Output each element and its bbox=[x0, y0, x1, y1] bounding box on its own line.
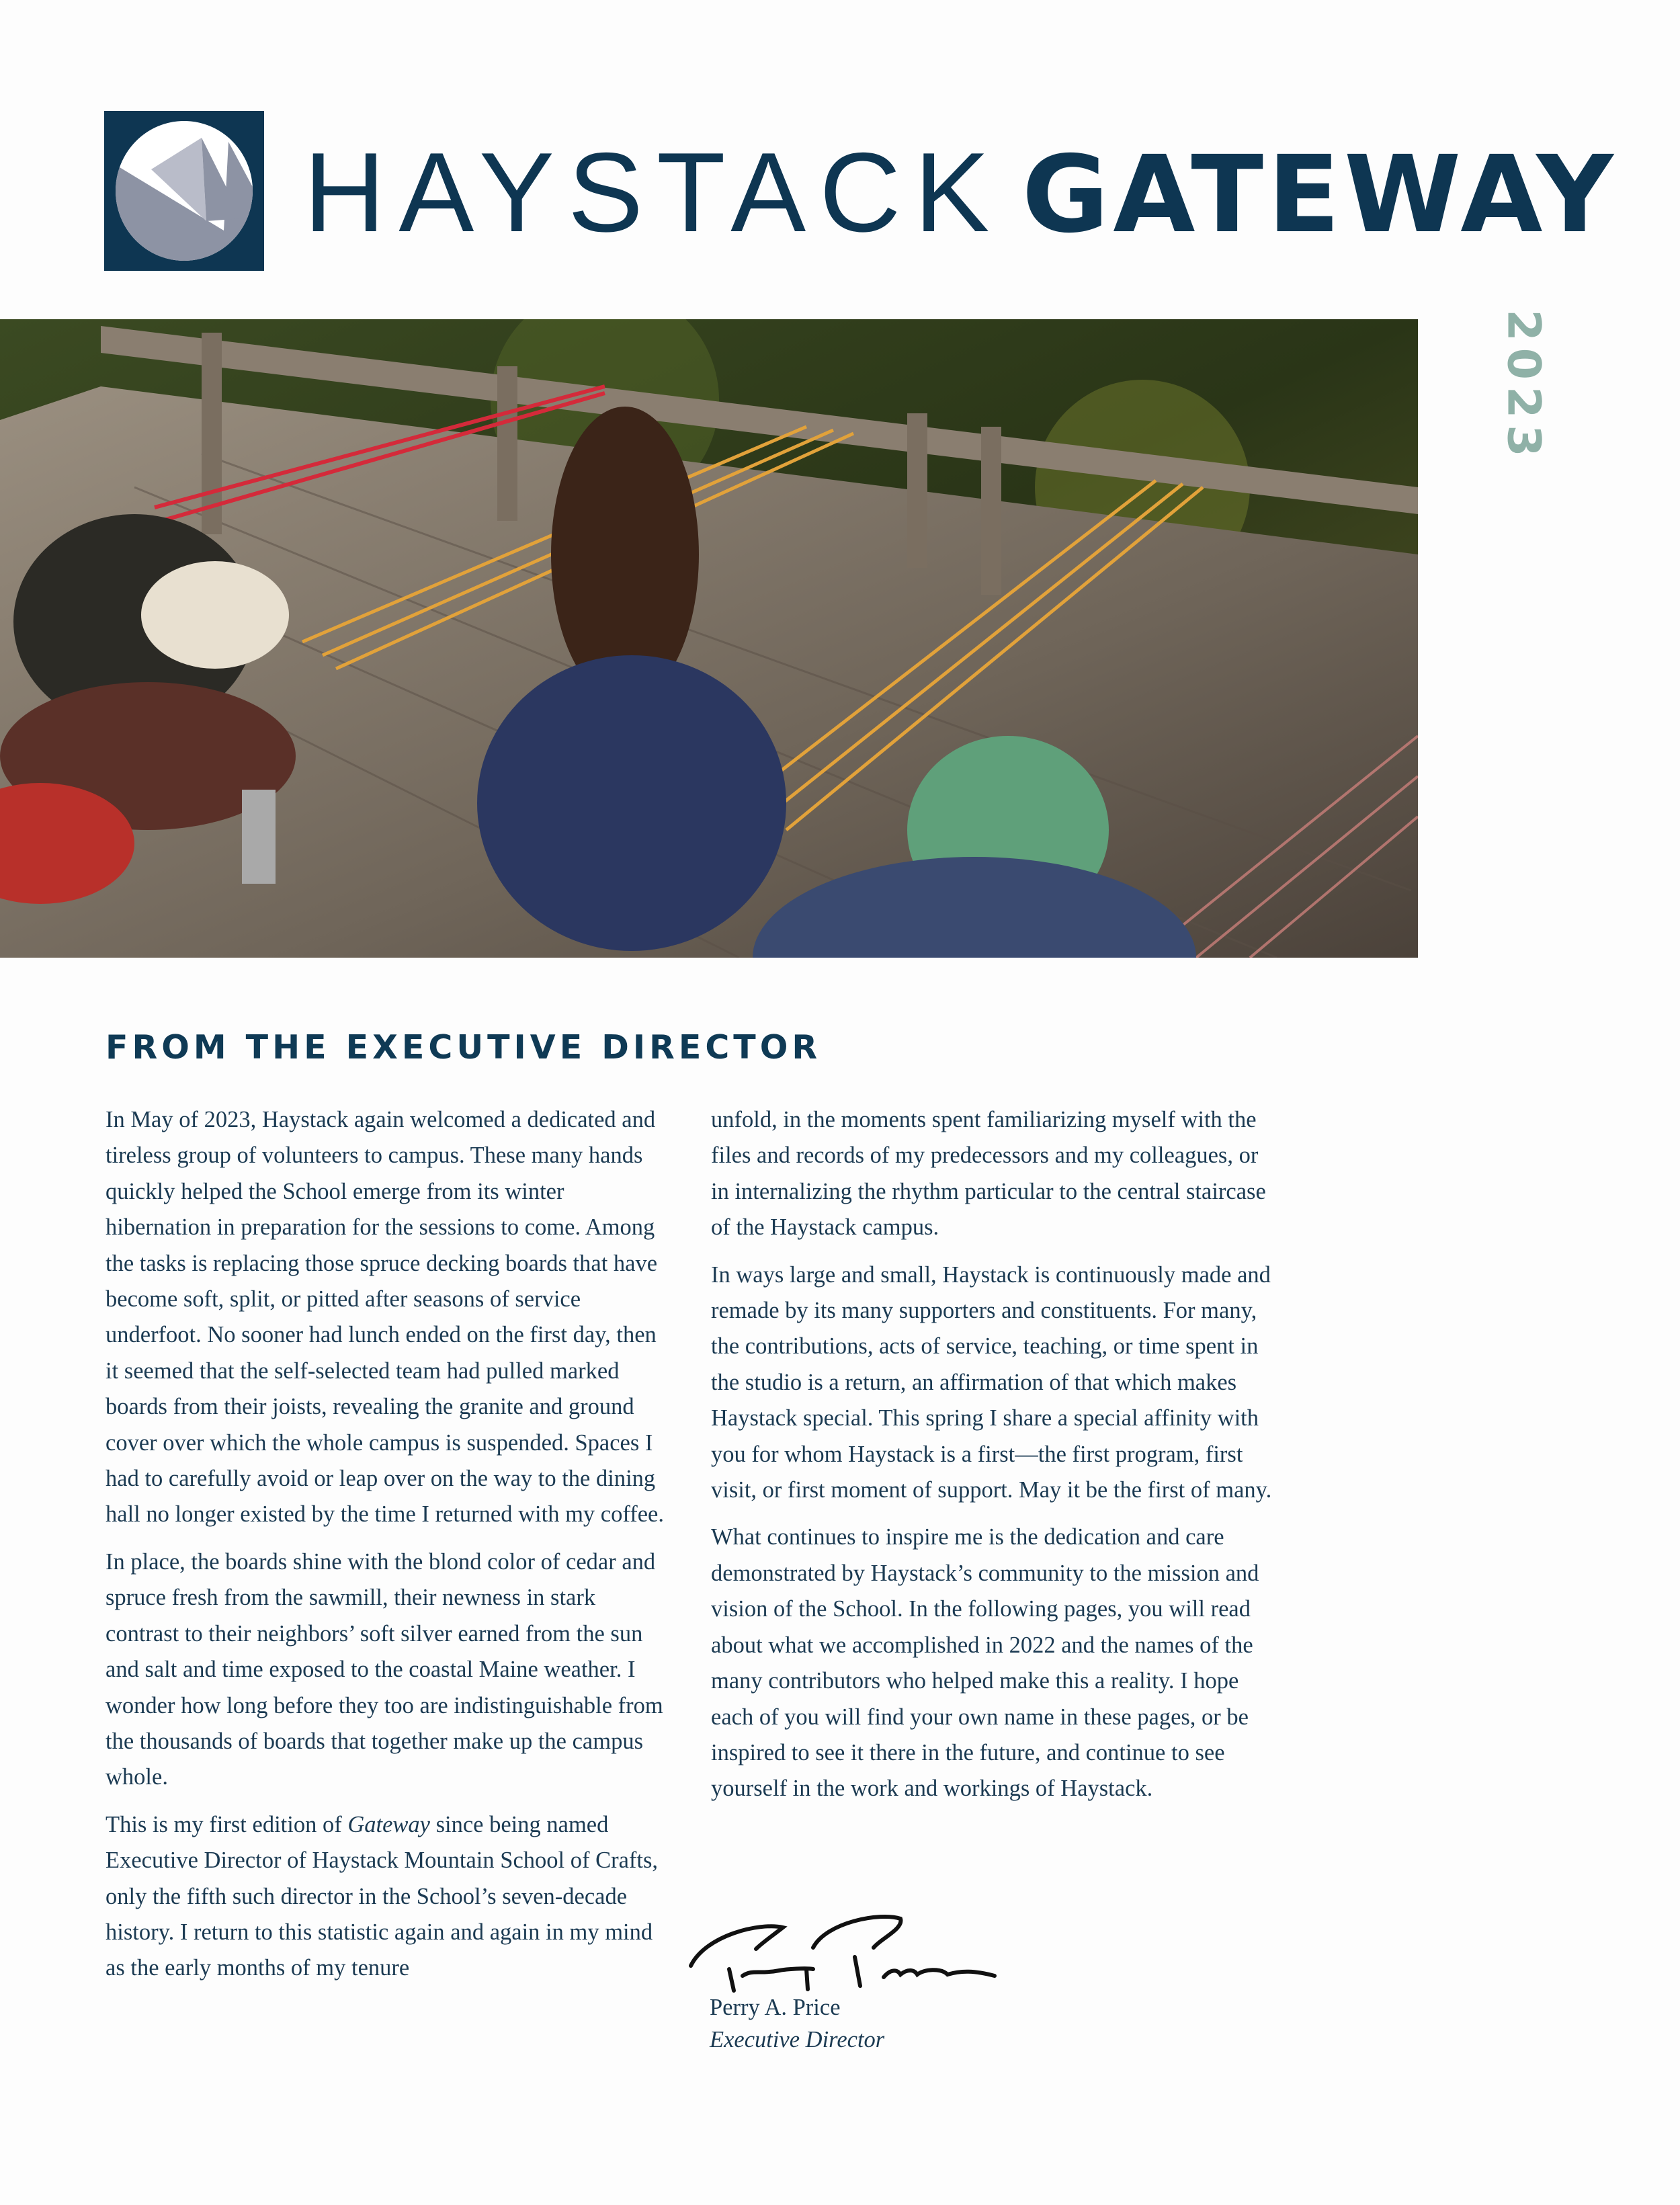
masthead-gateway: GATEWAY bbox=[1021, 133, 1618, 257]
signatory-title: Executive Director bbox=[710, 2027, 885, 2052]
paragraph: In May of 2023, Haystack again welcomed a dedicated and tireless group of volunteers to campus. These many hands quickly helped the School emerge from its winter hibernation in preparation for the sessions to come. Among the tasks is replacing those spruce decking boards that have become soft, split, or pitted after seasons of service underfoot. No sooner had lunch ended on the first day, then it seemed that the self-selected team had pulled marked boards from their joists, revealing the granite and ground cover over which the whole campus is suspended. Spaces I had to carefully avoid or leap over on the way to the dining hall no longer existed by the time I returned with my coffee. bbox=[106, 1107, 664, 1528]
article-column-1 bbox=[106, 1102, 667, 1998]
paragraph: In place, the boards shine with the blond color of cedar and spruce fresh from the sawmill, their newness in stark contrast to their neighbors’ soft silver earned from the sun and salt and time exposed to the coastal Maine weather. I wonder how long before they too are indistinguishable from the thousands of boards that together make up the campus whole. bbox=[106, 1548, 663, 1790]
paragraph: unfold, in the moments spent familiarizing myself with the files and records of my predecessors and my colleagues, or in internalizing the rhythm particular to the central staircase of the Haystack campus. bbox=[711, 1107, 1266, 1241]
year-label bbox=[1473, 309, 1574, 464]
paragraph: In ways large and small, Haystack is continuously made and remade by its many supporters and constituents. For many, the contributions, acts of service, teaching, or time spent in the studio is a return, an affirmation of that which makes Haystack special. This spring I share a special affinity with you for whom Haystack is a first—the first program, first visit, or first moment of support. May it be the first of many. bbox=[711, 1261, 1272, 1503]
weaving-photo bbox=[0, 319, 1418, 958]
haystack-logo bbox=[104, 111, 264, 271]
publication-title: Gateway bbox=[347, 1811, 430, 1837]
section-heading: FROM THE EXECUTIVE DIRECTOR bbox=[106, 1028, 822, 1067]
text-run: This is my first edition of bbox=[106, 1811, 348, 1837]
masthead-haystack: HAYSTACK bbox=[304, 129, 1003, 255]
text-run: since being named Executive Director of Haystack Mountain School of Crafts, only the fifth such director in the School’s seven-decade history. I return to this statistic again and again in my mind as the early months of my tenure bbox=[106, 1811, 659, 1981]
masthead-title bbox=[304, 129, 1618, 257]
year-text: 2023 bbox=[1497, 309, 1550, 464]
article-column-2 bbox=[711, 1102, 1272, 1819]
signature bbox=[679, 1895, 1028, 1996]
paragraph bbox=[106, 1807, 667, 1987]
paragraph: What continues to inspire me is the dedication and care demonstrated by Haystack’s community to the mission and vision of the School. In the following pages, you will read about what we accomplished in 2022 and the names of the many contributors who helped make this a reality. I hope each of you will find your own name in these pages, or be inspired to see it there in the future, and continue to see yourself in the work and workings of Haystack. bbox=[711, 1524, 1259, 1802]
signatory-name: Perry A. Price bbox=[710, 1995, 841, 2020]
